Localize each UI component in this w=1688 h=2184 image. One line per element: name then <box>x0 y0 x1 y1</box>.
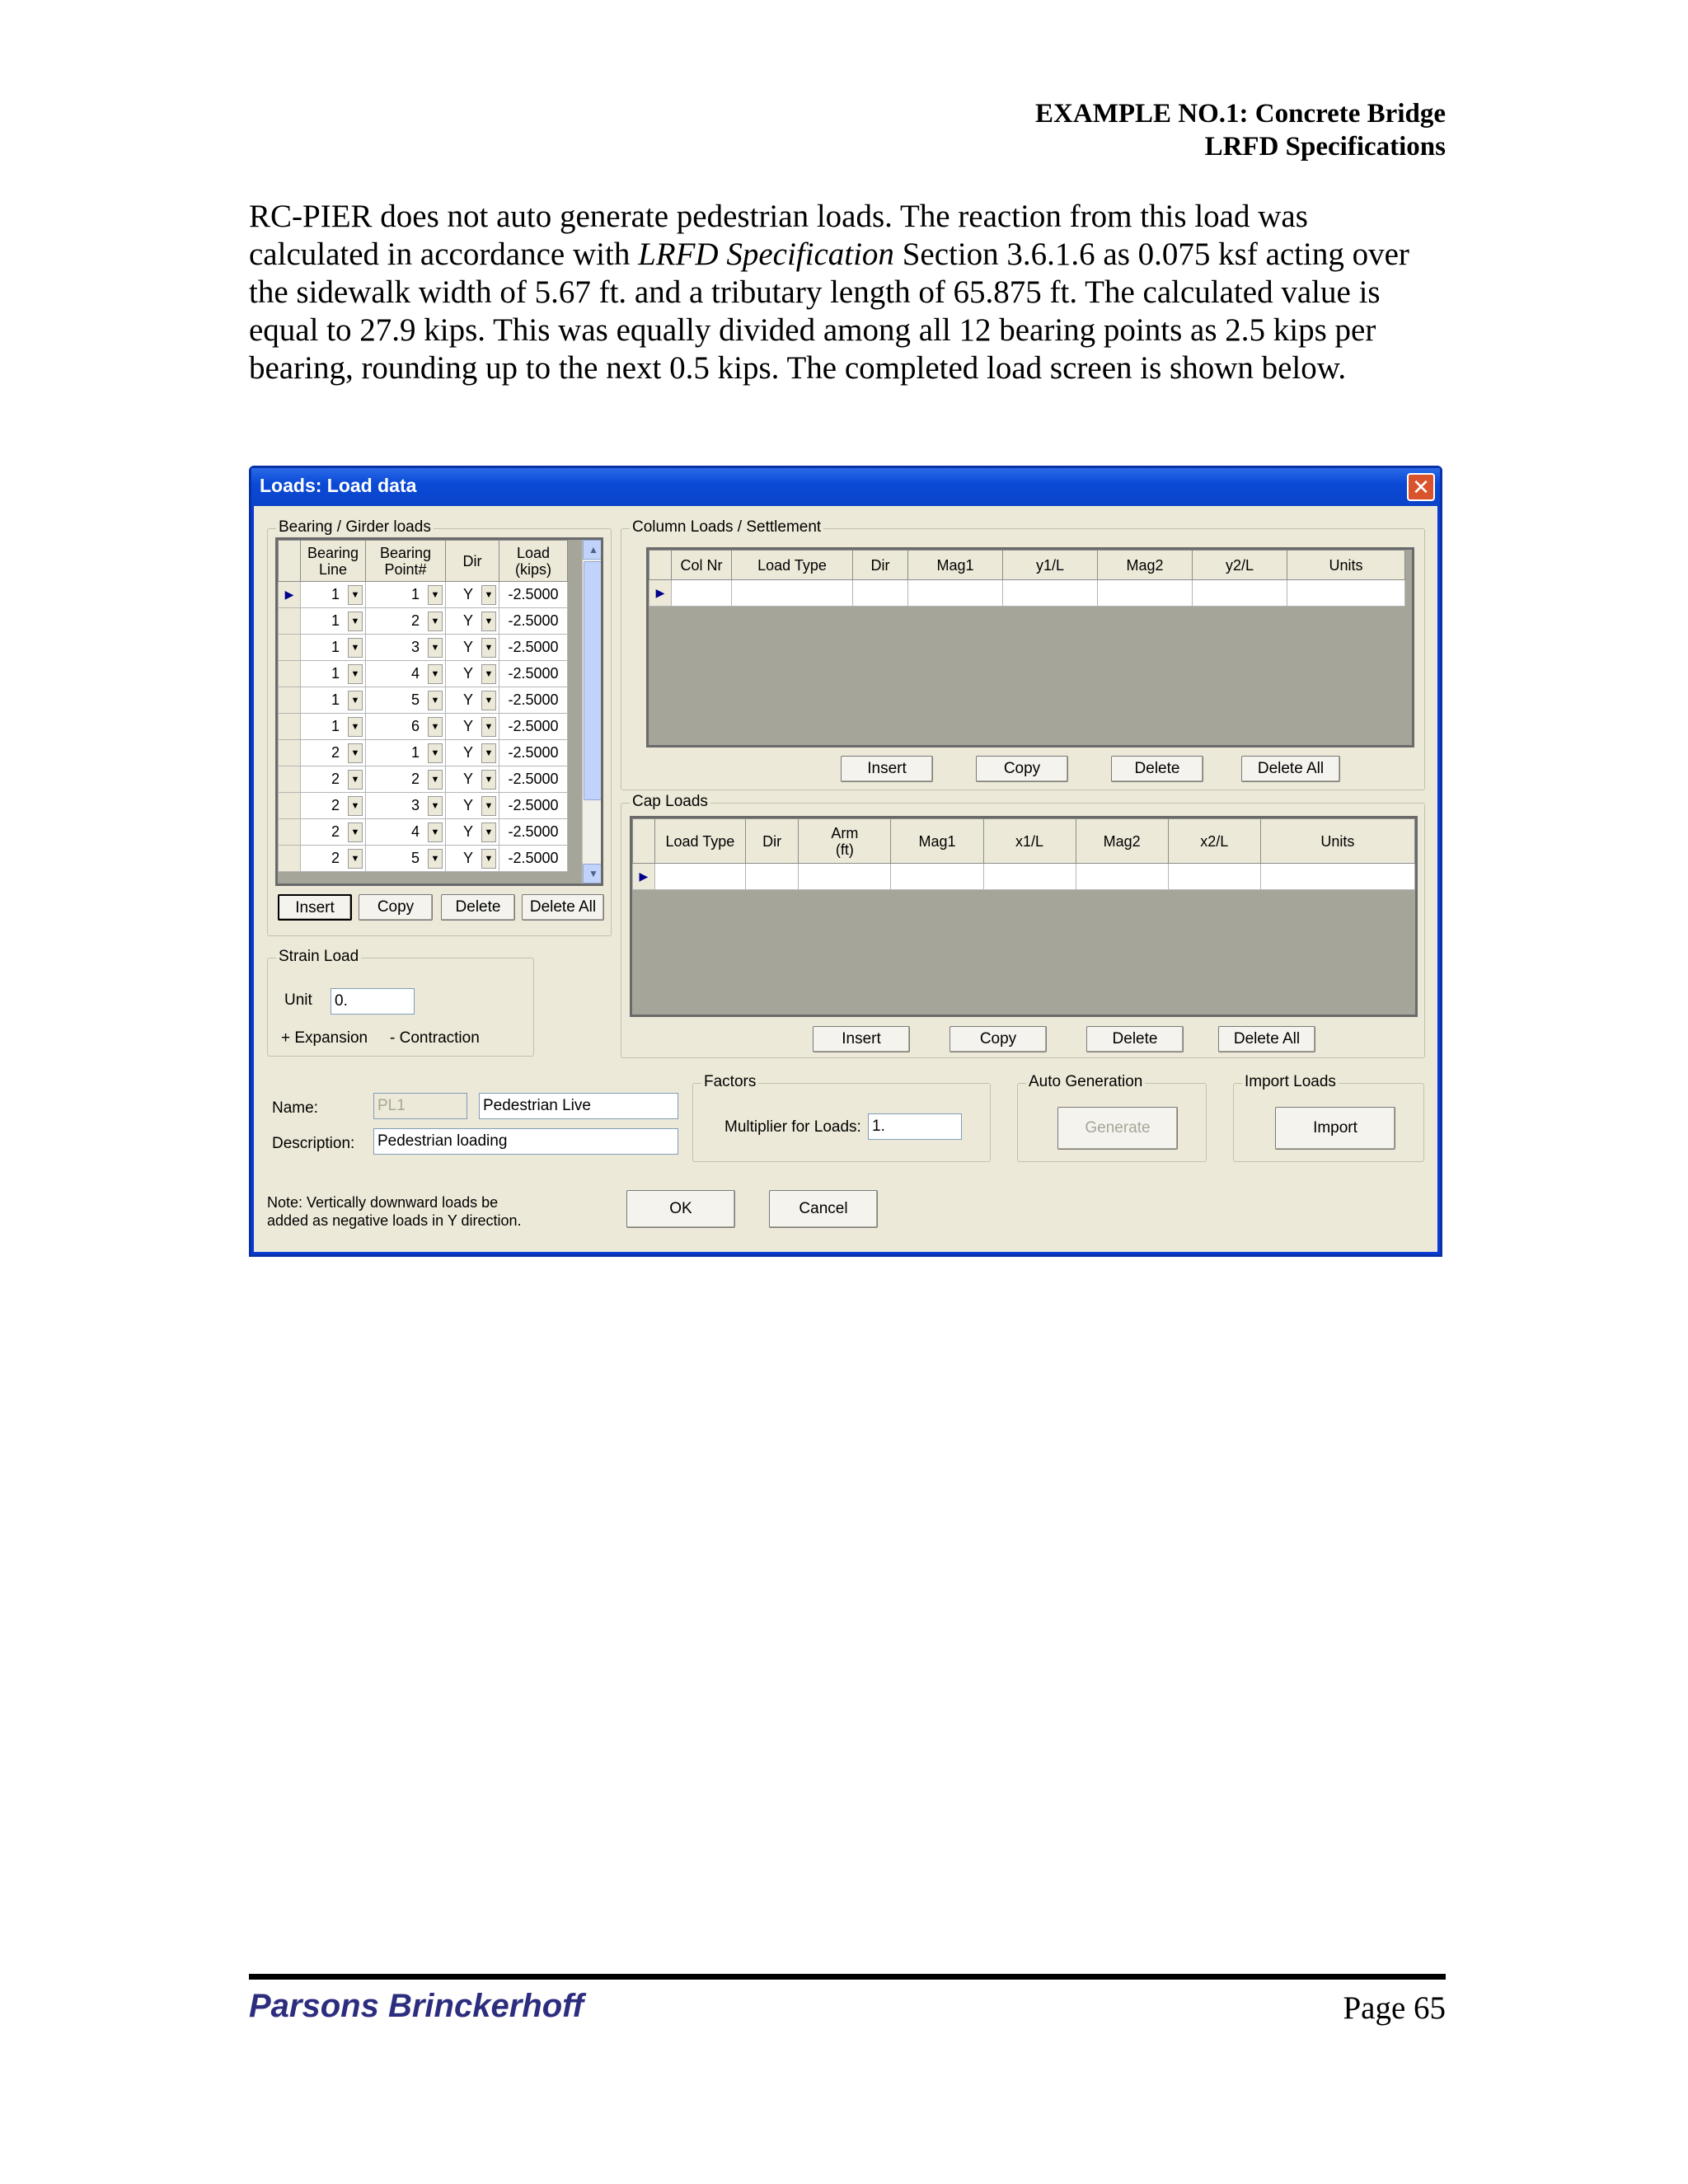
bearing-load-row[interactable] <box>279 608 568 635</box>
cap-cell[interactable] <box>983 864 1076 890</box>
cell-value: -2.5000 <box>508 691 559 708</box>
name-input[interactable]: Pedestrian Live <box>479 1093 678 1119</box>
dropdown-arrow-icon[interactable]: ▼ <box>481 849 496 869</box>
column-header-4[interactable]: y1/L <box>1003 551 1098 580</box>
cap-cell[interactable] <box>1168 864 1260 890</box>
bearing-load-cell[interactable] <box>499 661 568 687</box>
bearing-load-row[interactable] <box>279 793 568 819</box>
bearing-point-cell[interactable] <box>366 687 446 714</box>
bearing-load-row[interactable] <box>279 714 568 740</box>
bearing-load-cell[interactable] <box>499 635 568 661</box>
note-line-1: Note: Vertically downward loads be <box>267 1194 499 1211</box>
cell-value: 1 <box>331 639 340 655</box>
dropdown-arrow-icon[interactable]: ▼ <box>428 691 443 710</box>
row-indicator <box>279 714 301 740</box>
cap-cell[interactable] <box>1076 864 1168 890</box>
column-insert-button[interactable]: Insert <box>841 756 933 782</box>
cell-value: -2.5000 <box>508 744 559 761</box>
bearing-dir-cell[interactable] <box>446 687 499 714</box>
dropdown-arrow-icon[interactable]: ▼ <box>428 612 443 631</box>
cell-value: Y <box>462 665 473 682</box>
bearing-load-cell[interactable] <box>499 766 568 793</box>
column-loads-table <box>649 550 1405 607</box>
strain-unit-label: Unit <box>284 991 312 1009</box>
bearing-loads-table <box>278 540 568 872</box>
dropdown-arrow-icon[interactable]: ▼ <box>481 823 496 842</box>
footer-rule <box>249 1974 1446 1980</box>
bearing-line-cell[interactable] <box>301 846 366 872</box>
bearing-load-cell[interactable] <box>499 714 568 740</box>
ok-button[interactable]: OK <box>626 1190 735 1228</box>
cell-value: Y <box>462 612 473 629</box>
cap-cell[interactable] <box>799 864 891 890</box>
import-button[interactable]: Import <box>1275 1107 1395 1150</box>
cell-value: Y <box>462 823 473 840</box>
row-indicator <box>279 793 301 819</box>
cap-delete-all-button[interactable]: Delete All <box>1218 1026 1315 1052</box>
dir-header[interactable]: Dir <box>446 541 499 582</box>
bearing-load-row[interactable] <box>279 661 568 687</box>
bearing-line-cell[interactable] <box>301 608 366 635</box>
cap-cell[interactable] <box>1260 864 1414 890</box>
cell-value: 4 <box>410 823 420 840</box>
cell-value: 1 <box>331 691 340 708</box>
bearing-dir-cell[interactable] <box>446 582 499 608</box>
cell-value: Y <box>462 771 473 787</box>
cell-value: 2 <box>331 797 340 813</box>
cap-copy-button[interactable]: Copy <box>950 1026 1047 1052</box>
cap-cell[interactable] <box>654 864 745 890</box>
cell-value: 1 <box>331 612 340 629</box>
scroll-down-icon[interactable]: ▼ <box>583 864 603 883</box>
dropdown-arrow-icon[interactable]: ▼ <box>428 664 443 684</box>
column-cell[interactable] <box>853 580 908 607</box>
bearing-load-cell[interactable] <box>499 846 568 872</box>
cell-value: -2.5000 <box>508 639 559 655</box>
cell-value: 2 <box>331 823 340 840</box>
cell-value: Y <box>462 639 473 655</box>
scroll-up-icon[interactable]: ▲ <box>583 540 603 560</box>
cell-value: Y <box>462 718 473 734</box>
dropdown-arrow-icon[interactable]: ▼ <box>348 796 363 816</box>
dialog-client-area <box>254 506 1437 1252</box>
row-indicator <box>279 687 301 714</box>
cap-delete-button[interactable]: Delete <box>1086 1026 1184 1052</box>
dropdown-arrow-icon[interactable]: ▼ <box>348 585 363 605</box>
cancel-button[interactable]: Cancel <box>769 1190 878 1228</box>
dropdown-arrow-icon[interactable]: ▼ <box>348 638 363 658</box>
header-line-2: LRFD Specifications <box>1204 132 1446 162</box>
column-copy-button[interactable]: Copy <box>976 756 1068 782</box>
bearing-load-cell[interactable] <box>499 793 568 819</box>
bearing-delete-button[interactable]: Delete <box>441 894 515 921</box>
cell-value: 3 <box>410 797 420 813</box>
dropdown-arrow-icon[interactable]: ▼ <box>481 717 496 737</box>
bearing-dir-cell[interactable] <box>446 714 499 740</box>
dropdown-arrow-icon[interactable]: ▼ <box>428 823 443 842</box>
contraction-label: - Contraction <box>390 1029 480 1047</box>
dropdown-arrow-icon[interactable]: ▼ <box>348 823 363 842</box>
dropdown-arrow-icon[interactable]: ▼ <box>428 638 443 658</box>
cell-value: -2.5000 <box>508 797 559 813</box>
column-loads-group <box>621 518 1425 790</box>
dropdown-arrow-icon[interactable]: ▼ <box>481 612 496 631</box>
bearing-point-cell[interactable] <box>366 819 446 846</box>
bearing-copy-button[interactable]: Copy <box>359 894 433 921</box>
cap-units-header[interactable]: Units <box>1260 819 1414 864</box>
note-line-2: added as negative loads in Y direction. <box>267 1212 522 1229</box>
bearing-line-cell[interactable] <box>301 714 366 740</box>
cell-value: -2.5000 <box>508 823 559 840</box>
bearing-dir-cell[interactable] <box>446 819 499 846</box>
multiplier-input[interactable]: 1. <box>868 1113 962 1140</box>
bearing-load-cell[interactable] <box>499 687 568 714</box>
bearing-dir-cell[interactable] <box>446 766 499 793</box>
bearing-point-cell[interactable] <box>366 846 446 872</box>
bearing-point-cell[interactable] <box>366 740 446 766</box>
bearing-line-cell[interactable] <box>301 819 366 846</box>
bearing-line-cell[interactable] <box>301 582 366 608</box>
column-cell[interactable] <box>1193 580 1287 607</box>
dialog-titlebar <box>251 468 1440 506</box>
bearing-point-cell[interactable] <box>366 635 446 661</box>
close-icon[interactable]: ✕ <box>1407 473 1435 501</box>
cell-value: 6 <box>410 718 420 734</box>
bearing-dir-cell[interactable] <box>446 608 499 635</box>
bearing-point-cell[interactable] <box>366 582 446 608</box>
dropdown-arrow-icon[interactable]: ▼ <box>428 717 443 737</box>
column-header-5[interactable]: Mag2 <box>1098 551 1193 580</box>
cell-value: -2.5000 <box>508 771 559 787</box>
dropdown-arrow-icon[interactable]: ▼ <box>428 743 443 763</box>
dropdown-arrow-icon[interactable]: ▼ <box>348 770 363 790</box>
column-header-0[interactable]: Col Nr <box>672 551 732 580</box>
bearing-load-cell[interactable] <box>499 582 568 608</box>
bearing-line-cell[interactable] <box>301 740 366 766</box>
cell-value: 5 <box>410 850 420 866</box>
cell-value: -2.5000 <box>508 586 559 602</box>
bearing-line-cell[interactable] <box>301 635 366 661</box>
cell-value: Y <box>462 744 473 761</box>
cell-value: Y <box>462 691 473 708</box>
cell-value: Y <box>462 850 473 866</box>
column-loads-group-label: Column Loads / Settlement <box>630 518 823 537</box>
bearing-line-cell[interactable] <box>301 687 366 714</box>
load-header[interactable]: Load (kips) <box>499 541 568 582</box>
column-cell[interactable] <box>1003 580 1098 607</box>
row-indicator <box>279 635 301 661</box>
cell-value: Y <box>462 797 473 813</box>
bearing-point-cell[interactable] <box>366 608 446 635</box>
row-indicator <box>279 740 301 766</box>
dropdown-arrow-icon[interactable]: ▼ <box>481 585 496 605</box>
cap-loads-new-row[interactable] <box>633 864 1415 890</box>
dropdown-arrow-icon[interactable]: ▼ <box>481 796 496 816</box>
dropdown-arrow-icon[interactable]: ▼ <box>428 796 443 816</box>
cell-value: 2 <box>331 771 340 787</box>
dropdown-arrow-icon[interactable]: ▼ <box>481 691 496 710</box>
column-cell[interactable] <box>672 580 732 607</box>
bearing-load-cell[interactable] <box>499 740 568 766</box>
dropdown-arrow-icon[interactable]: ▼ <box>428 770 443 790</box>
column-header-2[interactable]: Dir <box>853 551 908 580</box>
bearing-loads-group <box>267 518 612 936</box>
generate-button: Generate <box>1057 1107 1178 1150</box>
row-indicator-header <box>649 551 672 580</box>
bearing-load-cell[interactable] <box>499 608 568 635</box>
column-header-1[interactable]: Load Type <box>732 551 853 580</box>
row-indicator-icon: ▶ <box>649 580 672 607</box>
cap-insert-button[interactable]: Insert <box>813 1026 910 1052</box>
cell-value: 2 <box>331 850 340 866</box>
paragraph-part-2: Section 3.6.1.6 as 0.075 ksf acting over the sidewalk width of 5.67 ft. and a tributary length of 65.875 ft. The calculated value is equal to 27.9 kips. This was equally divided among all 12 bearing points as 2.5 kips per bearing, rounding up to the next 0.5 kips. The completed load screen is shown below. <box>249 237 1409 386</box>
bearing-point-cell[interactable] <box>366 793 446 819</box>
bearing-load-row[interactable] <box>279 846 568 872</box>
cell-value: 4 <box>410 665 420 682</box>
cap-mag2-header[interactable]: Mag2 <box>1076 819 1168 864</box>
dropdown-arrow-icon[interactable]: ▼ <box>481 664 496 684</box>
bearing-point-cell[interactable] <box>366 661 446 687</box>
bearing-dir-cell[interactable] <box>446 740 499 766</box>
document-header <box>1035 97 1446 163</box>
bearing-dir-cell[interactable] <box>446 635 499 661</box>
bearing-loads-group-label: Bearing / Girder loads <box>276 518 434 537</box>
cell-value: 2 <box>410 612 420 629</box>
page-number: Page 65 <box>1343 1990 1446 2026</box>
bearing-load-row[interactable] <box>279 766 568 793</box>
cell-value: 1 <box>331 586 340 602</box>
bearing-point-header[interactable]: Bearing Point# <box>366 541 446 582</box>
current-row-icon: ▶ <box>279 582 301 608</box>
cap-loads-group-label: Cap Loads <box>630 793 710 811</box>
bearing-line-header[interactable]: Bearing Line <box>301 541 366 582</box>
dropdown-arrow-icon[interactable]: ▼ <box>348 691 363 710</box>
bearing-load-row[interactable] <box>279 582 568 608</box>
row-indicator-icon: ▶ <box>633 864 655 890</box>
import-loads-group-label: Import Loads <box>1242 1073 1339 1091</box>
bearing-point-cell[interactable] <box>366 714 446 740</box>
dialog-title: Loads: Load data <box>260 475 417 496</box>
factors-group <box>692 1073 991 1162</box>
row-indicator-header <box>279 541 301 582</box>
cap-loads-group <box>621 793 1425 1058</box>
column-header-7[interactable]: Units <box>1287 551 1405 580</box>
cell-value: -2.5000 <box>508 850 559 866</box>
column-delete-all-button[interactable]: Delete All <box>1241 756 1340 782</box>
cell-value: 2 <box>331 744 340 761</box>
row-indicator-header <box>633 819 655 864</box>
auto-generation-group-label: Auto Generation <box>1026 1073 1145 1091</box>
column-cell[interactable] <box>1287 580 1405 607</box>
dropdown-arrow-icon[interactable]: ▼ <box>348 743 363 763</box>
column-header-6[interactable]: y2/L <box>1193 551 1287 580</box>
cell-value: 1 <box>410 744 420 761</box>
import-loads-group <box>1233 1073 1424 1162</box>
cap-x1l-header[interactable]: x1/L <box>983 819 1076 864</box>
paragraph-italic: LRFD Specification <box>638 237 894 272</box>
bearing-point-cell[interactable] <box>366 766 446 793</box>
name-code-input: PL1 <box>373 1093 467 1119</box>
dropdown-arrow-icon[interactable]: ▼ <box>428 849 443 869</box>
cell-value: Y <box>462 586 473 602</box>
strain-load-group <box>267 948 534 1057</box>
load-data-dialog <box>249 466 1442 1257</box>
auto-generation-group <box>1017 1073 1207 1162</box>
dropdown-arrow-icon[interactable]: ▼ <box>481 638 496 658</box>
bearing-loads-grid <box>275 537 603 886</box>
dropdown-arrow-icon[interactable]: ▼ <box>481 743 496 763</box>
column-header-3[interactable]: Mag1 <box>908 551 1003 580</box>
footer-company: Parsons Brinckerhoff <box>249 1988 584 2024</box>
cap-arm-header[interactable]: Arm (ft) <box>799 819 891 864</box>
dropdown-arrow-icon[interactable]: ▼ <box>348 717 363 737</box>
column-cell[interactable] <box>908 580 1003 607</box>
cell-value: 3 <box>410 639 420 655</box>
bearing-grid-scrollbar[interactable] <box>582 540 603 883</box>
row-indicator <box>279 846 301 872</box>
expansion-label: + Expansion <box>281 1029 368 1047</box>
bearing-load-row[interactable] <box>279 740 568 766</box>
dropdown-arrow-icon[interactable]: ▼ <box>348 664 363 684</box>
column-cell[interactable] <box>732 580 853 607</box>
column-loads-grid <box>646 547 1414 748</box>
cell-value: 2 <box>410 771 420 787</box>
bearing-insert-button[interactable]: Insert <box>278 894 352 921</box>
bearing-line-cell[interactable] <box>301 661 366 687</box>
description-input[interactable]: Pedestrian loading <box>373 1128 678 1155</box>
bearing-load-cell[interactable] <box>499 819 568 846</box>
bearing-delete-all-button[interactable]: Delete All <box>522 894 604 921</box>
row-indicator <box>279 766 301 793</box>
cell-value: 1 <box>331 665 340 682</box>
dropdown-arrow-icon[interactable]: ▼ <box>481 770 496 790</box>
factors-group-label: Factors <box>701 1073 758 1091</box>
name-label: Name: <box>272 1099 318 1117</box>
bearing-load-row[interactable] <box>279 635 568 661</box>
column-loads-new-row[interactable] <box>649 580 1405 607</box>
bearing-line-cell[interactable] <box>301 793 366 819</box>
cap-load-type-header[interactable]: Load Type <box>654 819 745 864</box>
row-indicator <box>279 819 301 846</box>
cap-dir-header[interactable]: Dir <box>745 819 798 864</box>
bearing-dir-cell[interactable] <box>446 846 499 872</box>
bearing-load-row[interactable] <box>279 687 568 714</box>
multiplier-label: Multiplier for Loads: <box>724 1118 861 1136</box>
strain-load-group-label: Strain Load <box>276 948 361 966</box>
cap-loads-table <box>632 818 1415 890</box>
cell-value: 5 <box>410 691 420 708</box>
row-indicator <box>279 661 301 687</box>
cap-cell[interactable] <box>891 864 983 890</box>
bearing-dir-cell[interactable] <box>446 793 499 819</box>
strain-unit-input[interactable]: 0. <box>331 988 415 1015</box>
description-label: Description: <box>272 1135 355 1152</box>
bearing-line-cell[interactable] <box>301 766 366 793</box>
row-indicator <box>279 608 301 635</box>
cell-value: -2.5000 <box>508 665 559 682</box>
bearing-load-row[interactable] <box>279 819 568 846</box>
dropdown-arrow-icon[interactable]: ▼ <box>428 585 443 605</box>
body-paragraph <box>249 198 1444 387</box>
column-cell[interactable] <box>1098 580 1193 607</box>
column-delete-button[interactable]: Delete <box>1111 756 1203 782</box>
scroll-thumb[interactable] <box>584 561 603 800</box>
cap-x2l-header[interactable]: x2/L <box>1168 819 1260 864</box>
dropdown-arrow-icon[interactable]: ▼ <box>348 612 363 631</box>
header-line-1: EXAMPLE NO.1: Concrete Bridge <box>1035 99 1446 129</box>
paragraph-part-1: RC-PIER does not auto generate pedestrian loads. The reaction from this load was calculated in accordance with <box>249 199 1308 272</box>
bearing-dir-cell[interactable] <box>446 661 499 687</box>
cell-value: -2.5000 <box>508 718 559 734</box>
cap-mag1-header[interactable]: Mag1 <box>891 819 983 864</box>
cell-value: -2.5000 <box>508 612 559 629</box>
cell-value: 1 <box>410 586 420 602</box>
cell-value: 1 <box>331 718 340 734</box>
cap-cell[interactable] <box>745 864 798 890</box>
dropdown-arrow-icon[interactable]: ▼ <box>348 849 363 869</box>
cap-loads-grid <box>630 816 1418 1017</box>
